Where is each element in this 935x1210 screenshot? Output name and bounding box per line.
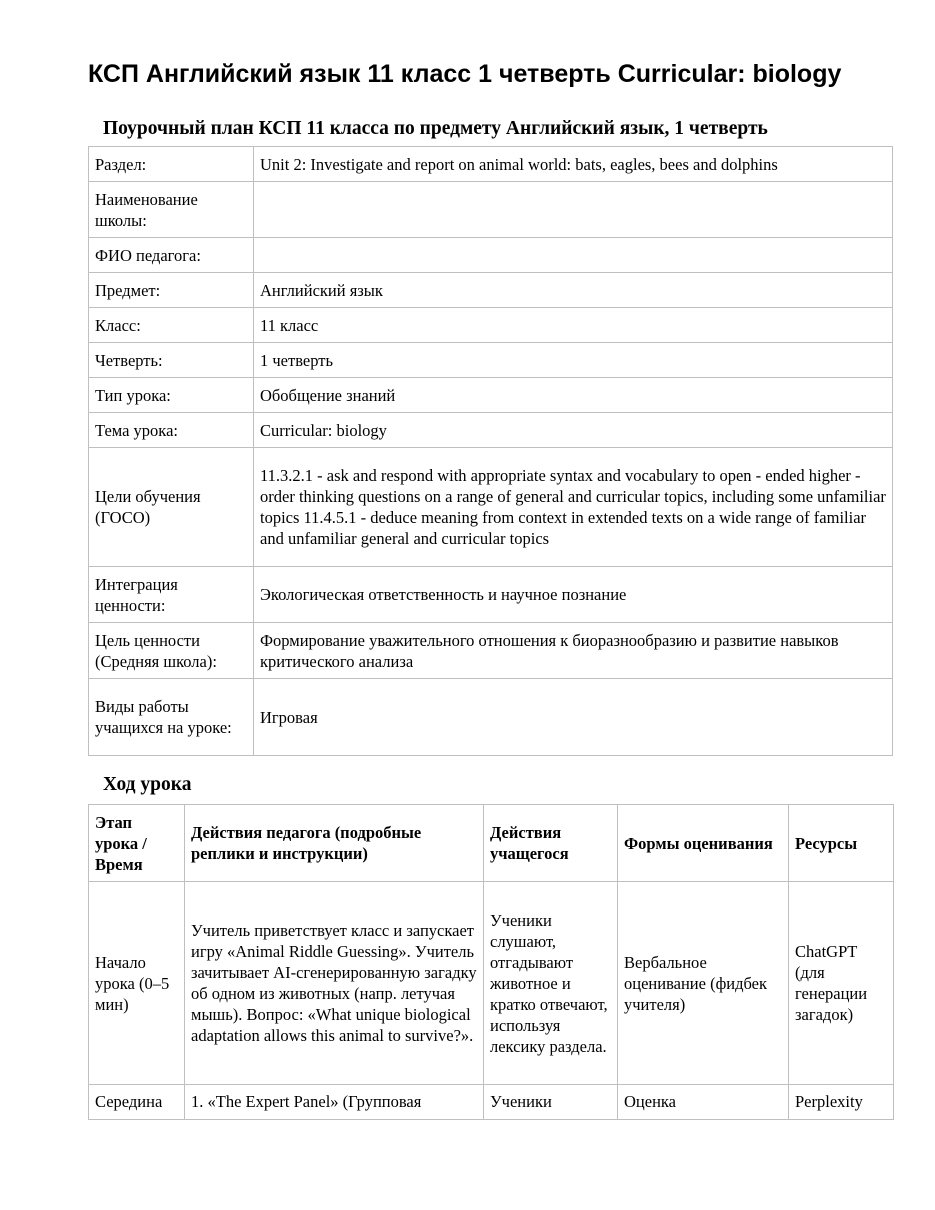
column-header-student: Действия учащегося	[484, 805, 618, 882]
table-row	[89, 343, 893, 378]
table-row	[89, 273, 893, 308]
info-value: 1 четверть	[254, 343, 893, 378]
info-label: ФИО педагога:	[89, 238, 254, 273]
info-label: Интеграция ценности:	[89, 567, 254, 623]
column-header-stage: Этап урока / Время	[89, 805, 185, 882]
lesson-info-table	[88, 146, 893, 756]
flow-stage-cell: Середина	[89, 1085, 185, 1120]
info-label: Класс:	[89, 308, 254, 343]
flow-student-cell: Ученики	[484, 1085, 618, 1120]
table-row	[89, 308, 893, 343]
info-value: Экологическая ответственность и научное познание	[254, 567, 893, 623]
document-title: КСП Английский язык 11 класс 1 четверть Curricular: biology	[88, 60, 842, 88]
info-label: Виды работы учащихся на уроке:	[89, 679, 254, 756]
flow-teacher-cell: Учитель приветствует класс и запускает игру «Animal Riddle Guessing». Учитель зачитывает AI-сгенерированную загадку об одном из животных (напр. летучая мышь). Вопрос: «What unique biological adaptation allows this animal to survive?».	[185, 882, 484, 1085]
table-row	[89, 147, 893, 182]
info-label: Тема урока:	[89, 413, 254, 448]
plan-heading: Поурочный план КСП 11 класса по предмету Английский язык, 1 четверть	[103, 118, 768, 139]
table-row	[89, 448, 893, 567]
info-value: Формирование уважительного отношения к биоразнообразию и развитие навыков критического анализа	[254, 623, 893, 679]
flow-assessment-cell: Вербальное оценивание (фидбек учителя)	[618, 882, 789, 1085]
column-header-resources: Ресурсы	[789, 805, 894, 882]
table-row	[89, 378, 893, 413]
table-row	[89, 413, 893, 448]
table-row	[89, 679, 893, 756]
info-value: Игровая	[254, 679, 893, 756]
column-header-teacher: Действия педагога (подробные реплики и инструкции)	[185, 805, 484, 882]
flow-resources-cell: Perplexity	[789, 1085, 894, 1120]
table-row	[89, 1085, 894, 1120]
info-value	[254, 238, 893, 273]
info-value: Unit 2: Investigate and report on animal world: bats, eagles, bees and dolphins	[254, 147, 893, 182]
table-row	[89, 623, 893, 679]
flow-resources-cell: ChatGPT (для генерации загадок)	[789, 882, 894, 1085]
column-header-assessment: Формы оценивания	[618, 805, 789, 882]
flow-assessment-cell: Оценка	[618, 1085, 789, 1120]
lesson-flow-table	[88, 804, 894, 1120]
info-value: Curricular: biology	[254, 413, 893, 448]
flow-heading: Ход урока	[103, 774, 192, 795]
document-page	[88, 58, 893, 1120]
info-label: Четверть:	[89, 343, 254, 378]
table-row	[89, 882, 894, 1085]
flow-stage-cell: Начало урока (0–5 мин)	[89, 882, 185, 1085]
info-value: Английский язык	[254, 273, 893, 308]
flow-student-cell: Ученики слушают, отгадывают животное и кратко отвечают, используя лексику раздела.	[484, 882, 618, 1085]
info-label: Раздел:	[89, 147, 254, 182]
info-label: Наименование школы:	[89, 182, 254, 238]
table-header-row	[89, 805, 894, 882]
info-label: Тип урока:	[89, 378, 254, 413]
info-label: Цели обучения (ГОСО)	[89, 448, 254, 567]
info-value: 11.3.2.1 - ask and respond with appropriate syntax and vocabulary to open - ended higher -order thinking questions on a range of general and curricular topics, including some unfamiliar topics 11.4.5.1 - deduce meaning from context in extended texts on a wide range of familiar and unfamiliar general and curricular topics	[254, 448, 893, 567]
info-label: Цель ценности (Средняя школа):	[89, 623, 254, 679]
table-row	[89, 182, 893, 238]
info-value: 11 класс	[254, 308, 893, 343]
flow-teacher-cell: 1. «The Expert Panel» (Групповая	[185, 1085, 484, 1120]
info-value	[254, 182, 893, 238]
table-row	[89, 238, 893, 273]
info-label: Предмет:	[89, 273, 254, 308]
table-row	[89, 567, 893, 623]
info-value: Обобщение знаний	[254, 378, 893, 413]
